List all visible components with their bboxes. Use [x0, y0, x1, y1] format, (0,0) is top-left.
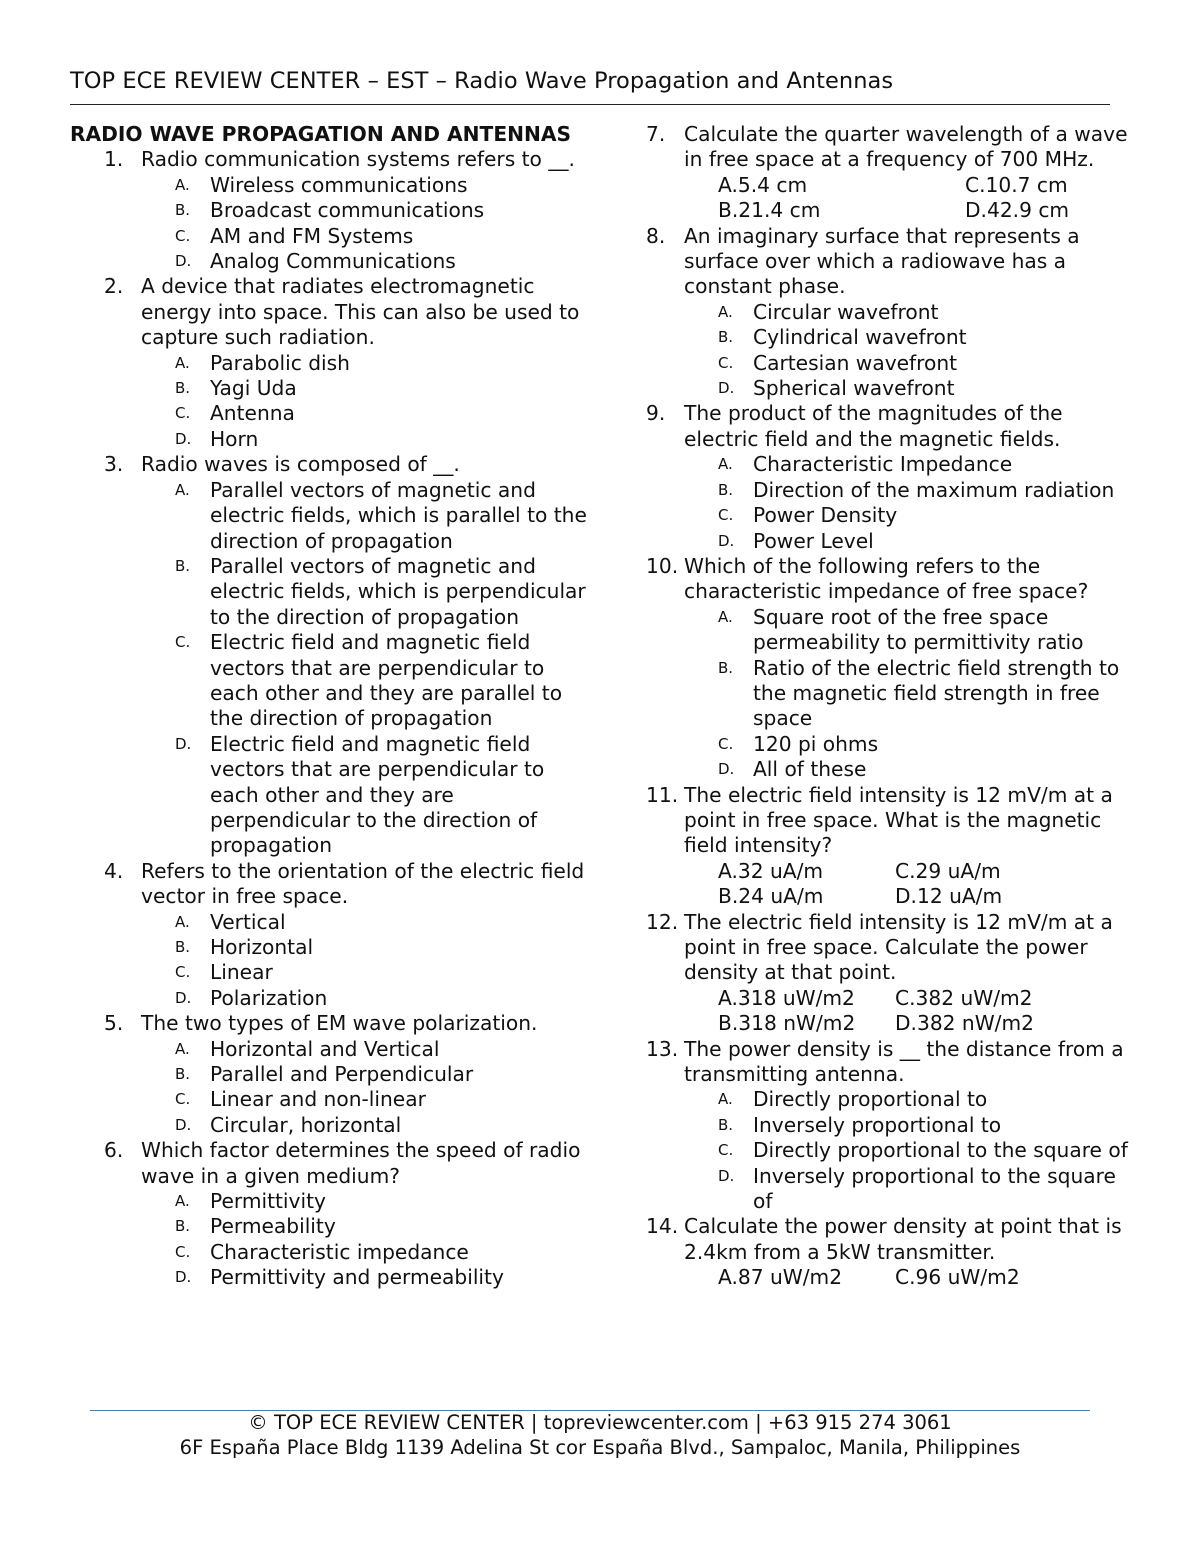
option-letter: A. — [718, 1090, 733, 1109]
option-letter: C. — [175, 1090, 191, 1109]
option-letter: C. — [718, 734, 734, 753]
question-item — [70, 274, 590, 452]
option-letter: B. — [175, 1065, 191, 1084]
answer-option — [175, 351, 590, 376]
footer-contact-line: © TOP ECE REVIEW CENTER | topreviewcenter.com | +63 915 274 3061 — [248, 1411, 952, 1434]
left-column — [70, 122, 590, 1291]
option-text: Analog Communications — [210, 249, 456, 274]
question-number: 10. — [646, 553, 679, 578]
option-letter: D. — [175, 1115, 192, 1134]
answer-option-row — [718, 198, 1136, 223]
option-letter: D. — [718, 1166, 735, 1185]
question-text: The product of the magnitudes of the electric field and the magnetic fields. — [684, 401, 1063, 451]
answer-options — [646, 1265, 1136, 1290]
answer-option — [718, 351, 1136, 376]
answer-option — [175, 910, 590, 935]
answer-option — [718, 300, 1136, 325]
question-item — [70, 452, 590, 859]
option-letter: A. — [718, 985, 738, 1010]
answer-options — [646, 1087, 1136, 1214]
option-text: 32 uA/m — [737, 858, 824, 883]
question-number: 14. — [646, 1214, 679, 1239]
answer-option — [175, 935, 590, 960]
question-item — [646, 401, 1136, 553]
question-item — [646, 910, 1136, 1037]
question-item — [646, 122, 1136, 224]
option-text: Direction of the maximum radiation — [753, 477, 1115, 502]
question-text: The power density is __ the distance from a transmitting antenna. — [684, 1036, 1124, 1087]
answer-option — [175, 376, 590, 401]
answer-option — [718, 757, 1136, 782]
option-text: Horizontal — [210, 935, 314, 959]
question-stem — [70, 147, 590, 172]
answer-option-row — [718, 884, 1136, 909]
option-letter: B. — [718, 198, 739, 223]
option-text: Power Level — [753, 528, 874, 553]
option-letter: C. — [175, 633, 191, 652]
question-number: 3. — [104, 452, 124, 477]
answer-option — [175, 1189, 590, 1214]
option-text: Horizontal and Vertical — [210, 1036, 440, 1061]
answer-option — [718, 198, 965, 223]
option-letter: D. — [175, 429, 192, 448]
option-letter: C. — [175, 226, 191, 245]
question-number: 5. — [104, 1011, 124, 1036]
question-stem — [70, 1011, 590, 1036]
header-divider — [70, 104, 1110, 105]
question-number: 7. — [646, 122, 666, 146]
option-letter: D. — [895, 884, 917, 909]
question-stem — [70, 274, 590, 350]
answer-option — [175, 986, 590, 1011]
answer-option — [175, 1087, 590, 1112]
option-text: AM and FM Systems — [210, 223, 414, 248]
option-letter: A. — [718, 172, 738, 197]
answer-option — [718, 986, 895, 1011]
question-number: 8. — [646, 223, 666, 248]
option-text: 24 uA/m — [738, 884, 824, 909]
question-number: 13. — [646, 1036, 679, 1061]
option-letter: B. — [175, 1217, 191, 1236]
option-text: Antenna — [210, 401, 295, 426]
option-text: 318 uW/m2 — [737, 985, 855, 1010]
question-item — [646, 1214, 1136, 1290]
answer-option — [718, 656, 1136, 732]
answer-options — [70, 478, 590, 859]
option-text: Characteristic impedance — [210, 1239, 469, 1264]
option-text: Parabolic dish — [210, 350, 350, 375]
question-number: 11. — [646, 782, 679, 807]
option-text: 5.4 cm — [737, 172, 808, 197]
answer-option — [718, 452, 1136, 477]
question-item — [646, 224, 1136, 402]
option-text: 12 uA/m — [916, 884, 1003, 909]
answer-option — [718, 1138, 1136, 1163]
option-letter: C. — [718, 506, 734, 525]
question-stem — [646, 122, 1136, 173]
question-number: 4. — [104, 858, 124, 883]
option-letter: A. — [718, 1265, 738, 1290]
option-letter: A. — [718, 455, 733, 474]
answer-option — [175, 554, 590, 630]
answer-option — [895, 859, 1001, 884]
footer-address-line: 6F España Place Bldg 1139 Adelina St cor España Blvd., Sampaloc, Manila, Philippines — [179, 1436, 1021, 1459]
question-stem — [70, 1138, 590, 1189]
option-letter: A. — [175, 353, 190, 372]
answer-option — [175, 401, 590, 426]
option-text: Polarization — [210, 985, 328, 1010]
question-stem — [646, 401, 1136, 452]
question-item — [70, 1138, 590, 1290]
option-letter: C. — [965, 172, 986, 197]
option-text: Electric field and magnetic field vectors that are perpendicular to each other and they are parallel to the direction of propagation — [210, 630, 563, 731]
answer-options — [70, 173, 590, 275]
option-letter: D. — [175, 1268, 192, 1287]
answer-option — [718, 1113, 1136, 1138]
option-text: Square root of the free space permeability to permittivity ratio — [753, 604, 1084, 655]
option-letter: C. — [175, 1242, 191, 1261]
option-text: 96 uW/m2 — [915, 1265, 1020, 1290]
option-letter: B. — [175, 556, 191, 575]
answer-options — [70, 910, 590, 1012]
option-text: Directly proportional to — [753, 1087, 988, 1112]
answer-option — [175, 1062, 590, 1087]
option-text: Circular, horizontal — [210, 1112, 402, 1137]
option-letter: A. — [175, 912, 190, 931]
answer-option — [718, 732, 1136, 757]
answer-option — [175, 960, 590, 985]
question-text: Refers to the orientation of the electric field vector in free space. — [141, 858, 585, 909]
answer-option-row — [718, 173, 1136, 198]
option-text: Electric field and magnetic field vectors that are perpendicular to each other and they are perpendicular to the direction of propagation — [210, 731, 545, 858]
option-letter: D. — [718, 531, 735, 550]
answer-option — [718, 503, 1136, 528]
option-text: 42.9 cm — [986, 198, 1070, 223]
answer-option — [175, 224, 590, 249]
option-text: 10.7 cm — [985, 172, 1068, 197]
answer-option — [175, 1037, 590, 1062]
option-letter: C. — [175, 963, 191, 982]
answer-option — [175, 1265, 590, 1290]
answer-option — [718, 1087, 1136, 1112]
option-letter: D. — [718, 379, 735, 398]
answer-option — [175, 1240, 590, 1265]
option-text: Inversely proportional to — [753, 1112, 1002, 1137]
option-text: Yagi Uda — [210, 376, 297, 401]
section-title: RADIO WAVE PROPAGATION AND ANTENNAS — [70, 122, 572, 146]
answer-option — [718, 173, 965, 198]
page-header-title: TOP ECE REVIEW CENTER – EST – Radio Wave Propagation and Antennas — [70, 68, 894, 94]
option-letter: A. — [175, 175, 190, 194]
answer-option-row — [718, 1265, 1136, 1290]
question-text: Radio communication systems refers to __. — [141, 147, 575, 172]
answer-option — [718, 478, 1136, 503]
option-text: 318 nW/m2 — [738, 1011, 856, 1036]
option-letter: C. — [175, 404, 191, 423]
option-text: Parallel vectors of magnetic and electric fields, which is perpendicular to the direction of propagation — [210, 553, 586, 629]
left-question-list — [70, 147, 590, 1290]
option-letter: B. — [718, 328, 734, 347]
answer-option — [175, 427, 590, 452]
option-letter: C. — [718, 353, 734, 372]
option-letter: D. — [175, 252, 192, 271]
question-text: Calculate the power density at point that is 2.4km from a 5kW transmitter. — [684, 1214, 1122, 1264]
option-letter: C. — [895, 985, 916, 1010]
question-number: 12. — [646, 909, 679, 934]
answer-options — [646, 300, 1136, 402]
answer-option — [175, 173, 590, 198]
answer-option-row — [718, 859, 1136, 884]
answer-options — [646, 986, 1136, 1037]
answer-option — [718, 859, 895, 884]
answer-option — [175, 1113, 590, 1138]
answer-option — [965, 198, 1069, 223]
question-stem — [646, 910, 1136, 986]
option-text: Broadcast communications — [210, 198, 485, 223]
question-item — [70, 859, 590, 1011]
question-item — [646, 783, 1136, 910]
answer-option — [175, 630, 590, 732]
question-text: The electric field intensity is 12 mV/m at a point in free space. Calculate the power density at that point. — [684, 909, 1113, 985]
answer-option — [718, 376, 1136, 401]
option-text: Ratio of the electric field strength to the magnetic field strength in free space — [753, 655, 1120, 731]
option-letter: B. — [718, 480, 734, 499]
question-item — [646, 1037, 1136, 1215]
option-letter: D. — [718, 760, 735, 779]
question-text: Radio waves is composed of __. — [141, 452, 460, 477]
question-number: 6. — [104, 1138, 124, 1163]
question-stem — [646, 783, 1136, 859]
option-letter: D. — [175, 734, 192, 753]
option-text: Inversely proportional to the square of — [753, 1163, 1116, 1214]
option-letter: B. — [175, 379, 191, 398]
answer-option — [965, 173, 1068, 198]
answer-options — [646, 173, 1136, 224]
question-number: 1. — [104, 147, 124, 172]
option-text: Wireless communications — [210, 172, 468, 197]
answer-option — [895, 884, 1002, 909]
option-letter: B. — [718, 884, 739, 909]
answer-option — [895, 986, 1033, 1011]
question-number: 9. — [646, 401, 666, 426]
option-letter: A. — [718, 302, 733, 321]
option-text: Cylindrical wavefront — [753, 325, 967, 350]
right-question-list — [646, 122, 1136, 1291]
option-text: Circular wavefront — [753, 299, 939, 324]
answer-option — [718, 325, 1136, 350]
option-letter: C. — [895, 1265, 916, 1290]
question-item — [70, 147, 590, 274]
option-letter: D. — [895, 1011, 917, 1036]
option-text: Permittivity and permeability — [210, 1265, 504, 1290]
answer-option — [895, 1265, 1020, 1290]
option-text: Parallel and Perpendicular — [210, 1062, 474, 1087]
answer-option — [175, 1214, 590, 1239]
question-stem — [70, 452, 590, 477]
option-letter: A. — [175, 1192, 190, 1211]
answer-option-row — [718, 986, 1136, 1011]
option-text: Linear — [210, 960, 273, 985]
option-letter: C. — [895, 858, 916, 883]
question-text: A device that radiates electromagnetic energy into space. This can also be used to capture such radiation. — [141, 274, 580, 350]
answer-options — [70, 1037, 590, 1139]
question-text: Calculate the quarter wavelength of a wave in free space at a frequency of 700 MHz. — [684, 122, 1128, 172]
question-text: Which of the following refers to the characteristic impedance of free space? — [684, 553, 1089, 604]
option-text: 120 pi ohms — [753, 731, 879, 756]
option-letter: A. — [718, 607, 733, 626]
option-text: Cartesian wavefront — [753, 350, 958, 375]
question-stem — [70, 859, 590, 910]
answer-options — [70, 1189, 590, 1291]
option-letter: B. — [718, 1011, 739, 1036]
answer-option — [718, 605, 1136, 656]
option-letter: D. — [175, 988, 192, 1007]
answer-options — [646, 605, 1136, 783]
question-number: 2. — [104, 274, 124, 299]
option-text: Directly proportional to the square of — [753, 1138, 1128, 1163]
option-letter: A. — [175, 1039, 190, 1058]
option-text: 21.4 cm — [738, 198, 821, 223]
right-column — [646, 122, 1136, 1291]
option-letter: A. — [718, 858, 738, 883]
answer-option — [718, 1265, 895, 1290]
option-letter: B. — [175, 201, 191, 220]
option-letter: A. — [175, 480, 190, 499]
question-text: The electric field intensity is 12 mV/m at a point in free space. What is the magnetic field intensity? — [684, 782, 1113, 858]
option-text: Parallel vectors of magnetic and electric fields, which is parallel to the direction of propagation — [210, 477, 587, 553]
option-letter: B. — [718, 658, 734, 677]
option-text: Spherical wavefront — [753, 376, 955, 401]
question-item — [646, 554, 1136, 783]
answer-option — [175, 249, 590, 274]
answer-option-row — [718, 1011, 1136, 1036]
option-text: All of these — [753, 757, 867, 782]
question-stem — [646, 224, 1136, 300]
answer-option — [175, 478, 590, 554]
option-text: 382 uW/m2 — [915, 985, 1033, 1010]
option-letter: B. — [718, 1115, 734, 1134]
option-text: 87 uW/m2 — [737, 1265, 843, 1290]
option-letter: B. — [175, 938, 191, 956]
question-stem — [646, 1037, 1136, 1088]
option-text: Vertical — [210, 909, 286, 934]
answer-option — [718, 529, 1136, 554]
answer-option — [718, 1164, 1136, 1215]
option-text: Horn — [210, 426, 259, 451]
question-text: Which factor determines the speed of radio wave in a given medium? — [141, 1138, 581, 1188]
option-letter: C. — [718, 1141, 734, 1160]
option-text: Characteristic Impedance — [753, 452, 1013, 477]
question-stem — [646, 1214, 1136, 1265]
question-item — [70, 1011, 590, 1138]
question-stem — [646, 554, 1136, 605]
answer-option — [718, 884, 895, 909]
option-text: Power Density — [753, 503, 898, 528]
answer-option — [175, 198, 590, 223]
option-text: 29 uA/m — [915, 858, 1001, 883]
option-text: Linear and non-linear — [210, 1087, 426, 1112]
option-letter: D. — [965, 198, 987, 223]
answer-option — [718, 1011, 895, 1036]
answer-option — [895, 1011, 1034, 1036]
question-text: An imaginary surface that represents a surface over which a radiowave has a constant phase. — [684, 223, 1080, 299]
option-text: Permittivity — [210, 1189, 326, 1214]
answer-options — [646, 859, 1136, 910]
answer-options — [70, 351, 590, 453]
option-text: Permeability — [210, 1214, 336, 1239]
answer-option — [175, 732, 590, 859]
option-text: 382 nW/m2 — [916, 1011, 1034, 1036]
question-text: The two types of EM wave polarization. — [141, 1011, 538, 1036]
answer-options — [646, 452, 1136, 554]
